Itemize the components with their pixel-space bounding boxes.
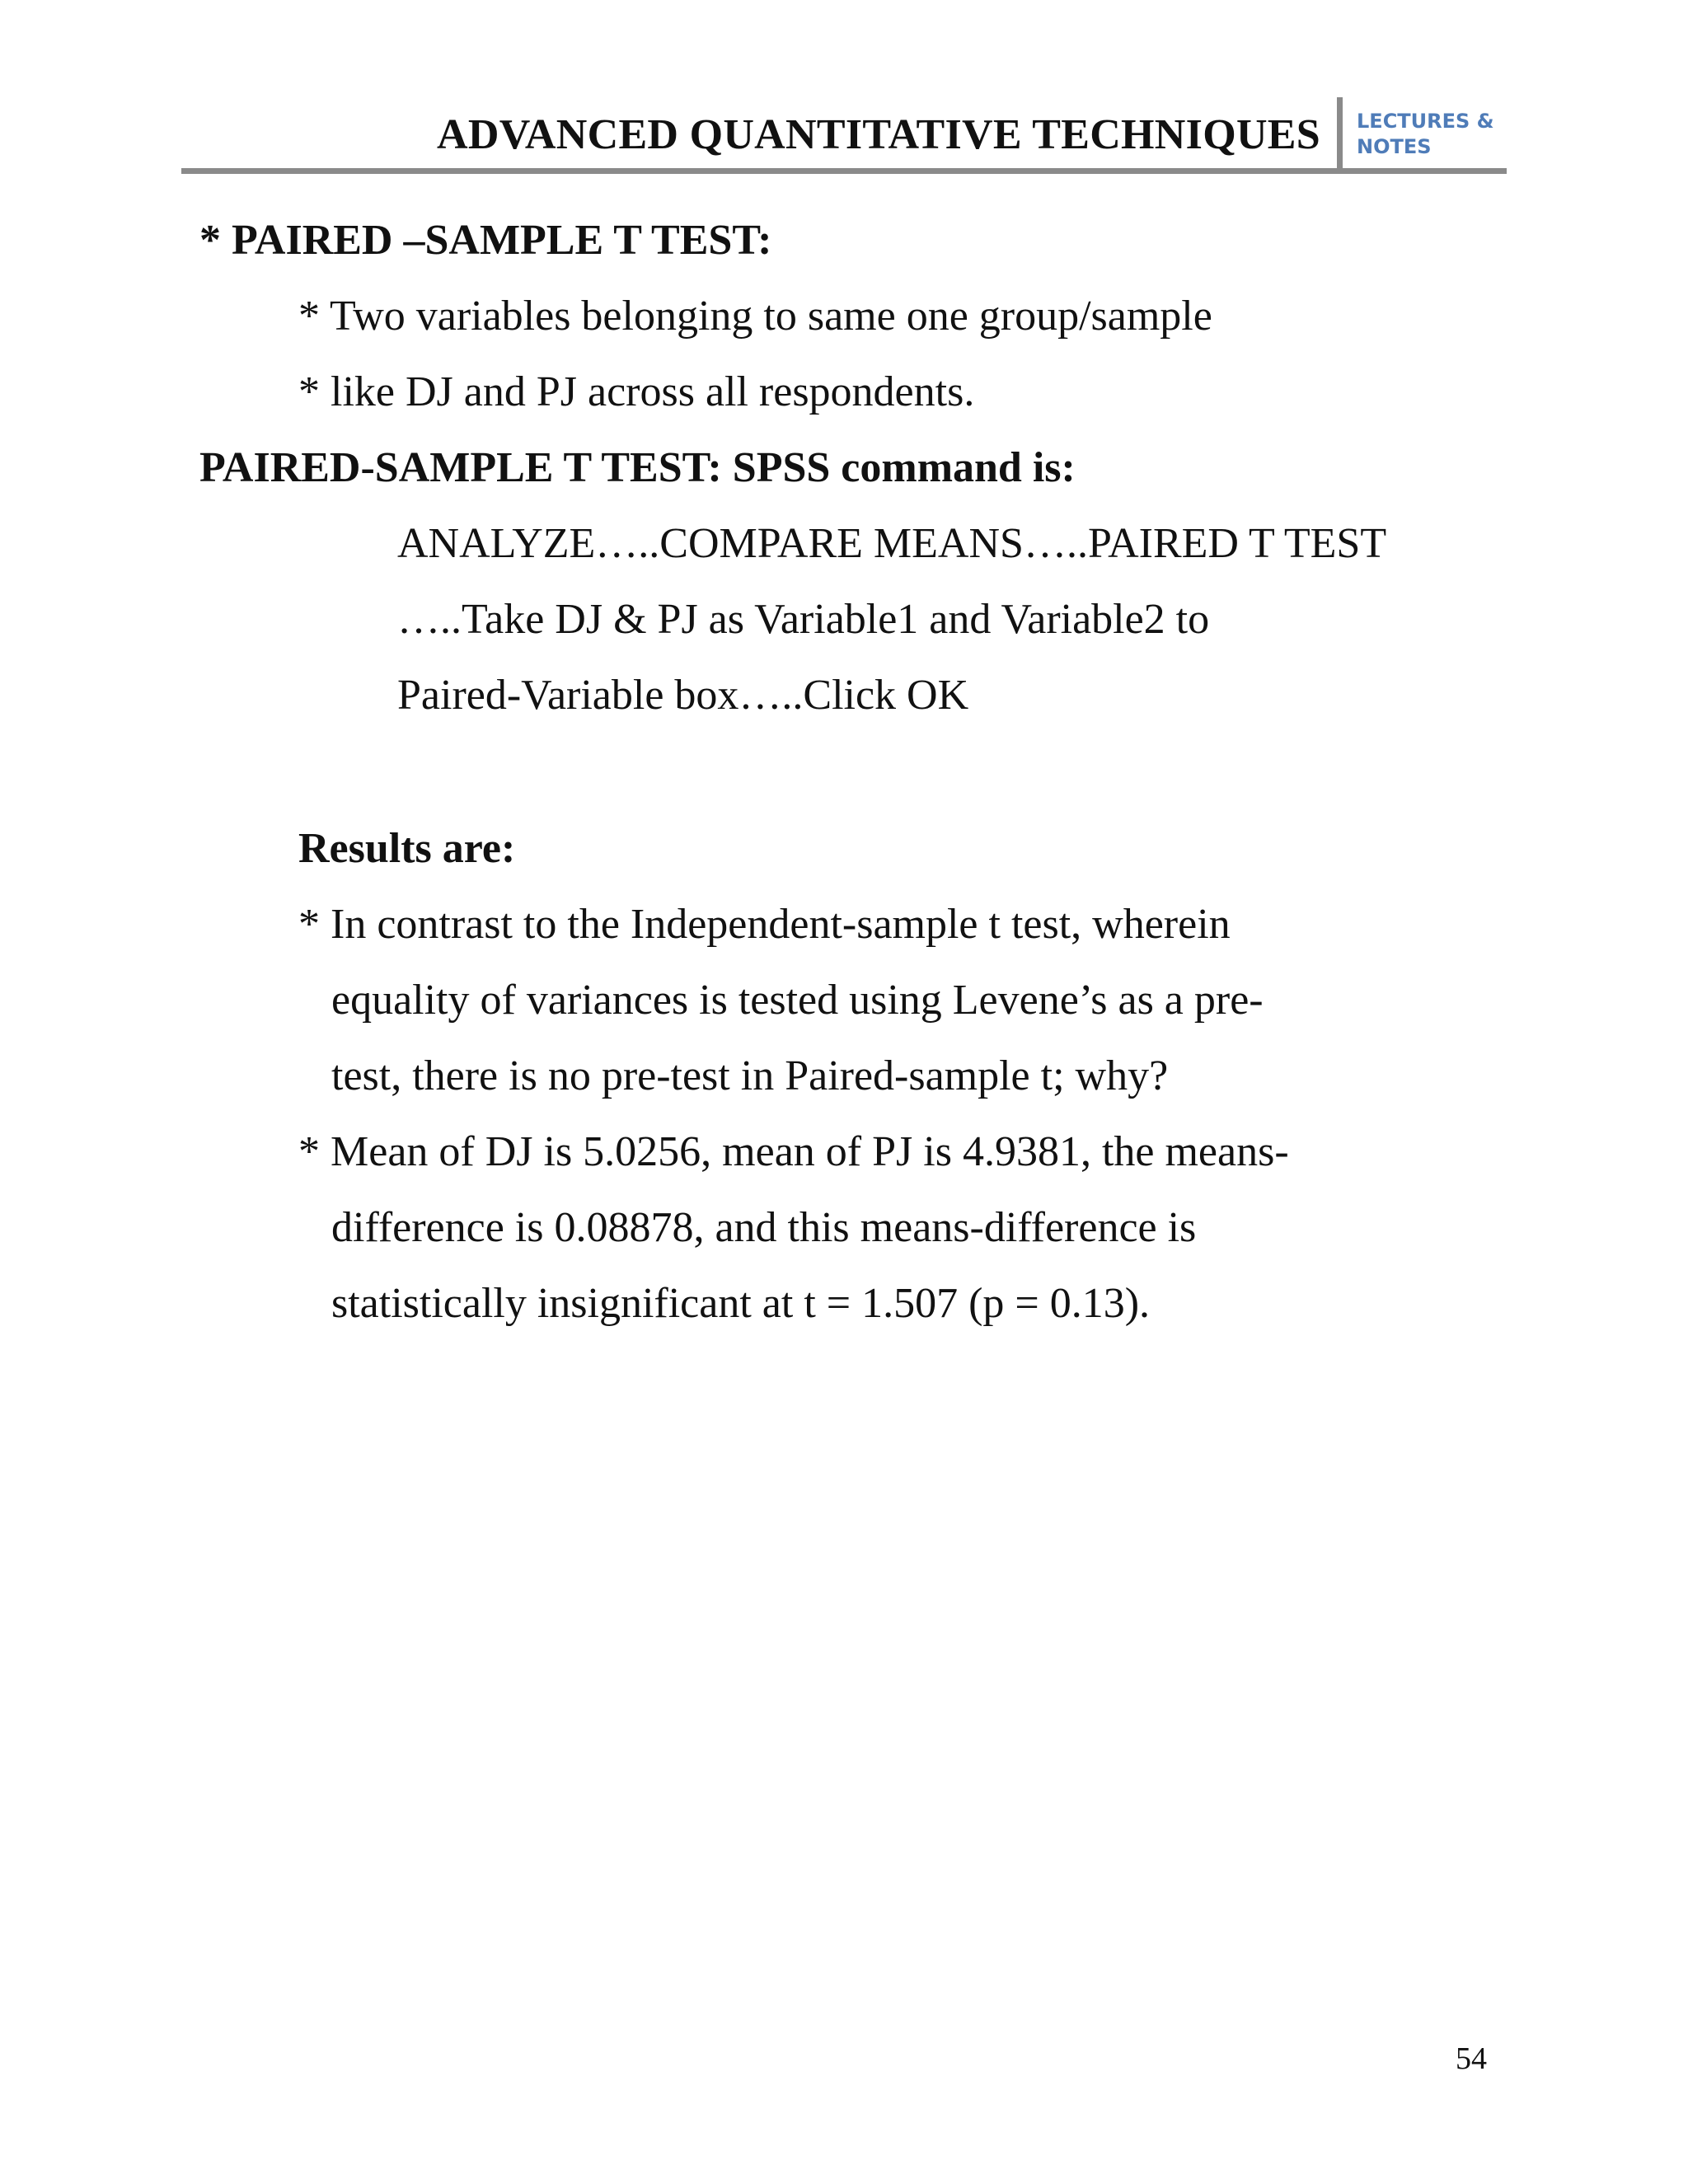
results-point1-line1: * In contrast to the Independent-sample t test, wherein <box>298 901 1231 948</box>
spss-command-line1: ANALYZE…..COMPARE MEANS…..PAIRED T TEST <box>397 520 1387 567</box>
page-number: 54 <box>1456 2041 1487 2076</box>
header-divider <box>1337 97 1343 168</box>
results-point2-line3: statistically insignificant at t = 1.507 (p = 0.13). <box>331 1280 1151 1327</box>
bullet-two-variables: * Two variables belonging to same one group/sample <box>298 293 1212 340</box>
spss-command-line3: Paired-Variable box…..Click OK <box>397 672 969 719</box>
results-heading: Results are: <box>298 825 516 872</box>
spss-command-line2: …..Take DJ & PJ as Variable1 and Variable2 to <box>397 596 1210 643</box>
header-title: ADVANCED QUANTITATIVE TECHNIQUES <box>437 111 1320 158</box>
header-subtitle-line2: NOTES <box>1357 135 1432 158</box>
header-subtitle-line1: LECTURES & <box>1357 110 1494 133</box>
results-point1-line2: equality of variances is tested using Levene’s as a pre- <box>331 977 1264 1024</box>
section-heading: * PAIRED –SAMPLE T TEST: <box>199 217 772 264</box>
page-header <box>181 97 1507 173</box>
results-point1-line3: test, there is no pre-test in Paired-sample t; why? <box>331 1052 1169 1099</box>
spss-command-heading: PAIRED-SAMPLE T TEST: SPSS command is: <box>199 444 1076 491</box>
results-point2-line2: difference is 0.08878, and this means-difference is <box>331 1204 1197 1251</box>
bullet-like-dj-pj: * like DJ and PJ across all respondents. <box>298 368 975 415</box>
header-rule <box>181 168 1507 174</box>
results-point2-line1: * Mean of DJ is 5.0256, mean of PJ is 4.9381, the means- <box>298 1128 1289 1175</box>
header-subtitle <box>1357 109 1494 160</box>
